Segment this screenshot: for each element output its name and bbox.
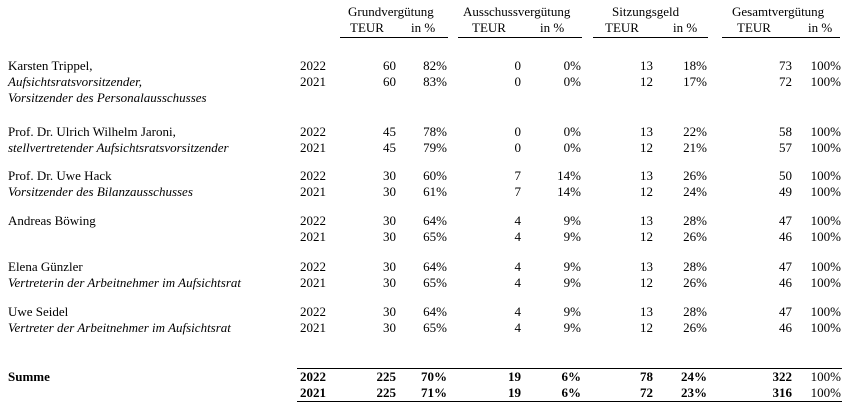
member-row-sitz: 12 (640, 275, 653, 290)
member-row-ges-pct: 100% (810, 213, 841, 228)
member-row-year: 2022 (300, 304, 326, 319)
member-role: Vertreter der Arbeitnehmer im Aufsichtsrat (8, 320, 231, 335)
member-row-aus-pct: 9% (563, 213, 581, 228)
member-row-ges-pct: 100% (810, 320, 841, 335)
total-grund: 225 (376, 369, 396, 384)
member-row-ges-pct: 100% (810, 140, 841, 155)
unit-teur-grund: TEUR (350, 20, 384, 35)
member-name: Karsten Trippel, (8, 58, 93, 73)
unit-teur-ges: TEUR (737, 20, 771, 35)
member-row-grund: 30 (383, 168, 396, 183)
member-row-grund: 30 (383, 229, 396, 244)
member-row-ges-pct: 100% (810, 168, 841, 183)
member-row-grund-pct: 61% (423, 184, 447, 199)
member-row-sitz: 13 (640, 168, 653, 183)
member-row-ges-pct: 100% (810, 74, 841, 89)
member-row-sitz: 12 (640, 229, 653, 244)
member-row-aus: 4 (514, 213, 521, 228)
member-role: Vorsitzender des Personalausschusses (8, 90, 207, 105)
unit-teur-sitz: TEUR (605, 20, 639, 35)
member-row-sitz-pct: 18% (683, 58, 707, 73)
member-row-sitz-pct: 26% (683, 168, 707, 183)
member-row-ges: 73 (779, 58, 792, 73)
total-ges-pct: 100% (810, 385, 841, 400)
member-row-aus-pct: 0% (563, 140, 581, 155)
header-ausschussverguetung: Ausschussvergütung (463, 4, 571, 19)
header-rule-grund (340, 37, 448, 38)
member-row-year: 2022 (300, 259, 326, 274)
member-row-ges: 46 (779, 229, 792, 244)
member-row-grund: 30 (383, 213, 396, 228)
total-year: 2022 (300, 369, 326, 384)
member-row-sitz: 13 (640, 124, 653, 139)
member-name: Uwe Seidel (8, 304, 69, 319)
member-row-sitz: 13 (640, 58, 653, 73)
member-row-grund-pct: 64% (423, 213, 447, 228)
member-row-aus: 4 (514, 229, 521, 244)
member-row-aus-pct: 9% (563, 304, 581, 319)
member-role: Aufsichtsratsvorsitzender, (8, 74, 142, 89)
member-row-ges: 46 (779, 275, 792, 290)
member-row-grund-pct: 83% (423, 74, 447, 89)
member-role: Vertreterin der Arbeitnehmer im Aufsichtsrat (8, 275, 242, 290)
member-row-ges-pct: 100% (810, 124, 841, 139)
member-row-ges: 72 (779, 74, 792, 89)
member-name: Prof. Dr. Ulrich Wilhelm Jaroni, (8, 124, 176, 139)
member-row-aus-pct: 0% (563, 74, 581, 89)
member-row-grund-pct: 64% (423, 259, 447, 274)
member-row-ges-pct: 100% (810, 184, 841, 199)
member-row-grund-pct: 82% (423, 58, 447, 73)
total-aus-pct: 6% (561, 385, 581, 400)
member-row-ges-pct: 100% (810, 229, 841, 244)
member-row-sitz: 13 (640, 213, 653, 228)
member-row-sitz-pct: 28% (683, 304, 707, 319)
member-row-grund: 30 (383, 259, 396, 274)
member-row-aus: 4 (514, 304, 521, 319)
member-row-ges: 50 (779, 168, 792, 183)
member-row-ges-pct: 100% (810, 275, 841, 290)
member-row-ges: 47 (779, 304, 792, 319)
total-sitz-pct: 24% (681, 369, 707, 384)
member-row-grund-pct: 65% (423, 320, 447, 335)
member-row-sitz-pct: 26% (683, 320, 707, 335)
member-row-aus-pct: 9% (563, 259, 581, 274)
member-row-aus-pct: 9% (563, 275, 581, 290)
member-row-aus-pct: 14% (557, 168, 581, 183)
member-row-sitz: 12 (640, 140, 653, 155)
member-row-grund-pct: 65% (423, 229, 447, 244)
member-row-grund: 30 (383, 184, 396, 199)
member-role: stellvertretender Aufsichtsratsvorsitzender (8, 140, 229, 155)
member-row-grund: 60 (383, 74, 396, 89)
unit-pct-ges: in % (808, 20, 833, 35)
unit-pct-sitz: in % (673, 20, 698, 35)
total-aus: 19 (508, 385, 521, 400)
header-sitzungsgeld: Sitzungsgeld (612, 4, 680, 19)
member-row-grund: 45 (383, 124, 396, 139)
member-row-sitz-pct: 22% (683, 124, 707, 139)
member-row-aus: 0 (514, 140, 521, 155)
member-row-aus-pct: 9% (563, 320, 581, 335)
member-row-ges: 47 (779, 213, 792, 228)
member-row-grund: 30 (383, 275, 396, 290)
member-row-aus: 7 (514, 168, 521, 183)
member-row-aus-pct: 0% (563, 124, 581, 139)
total-grund-pct: 70% (421, 369, 447, 384)
member-row-year: 2021 (300, 74, 326, 89)
total-ges-pct: 100% (810, 369, 841, 384)
member-name: Prof. Dr. Uwe Hack (8, 168, 112, 183)
member-row-aus-pct: 14% (557, 184, 581, 199)
member-row-sitz-pct: 24% (683, 184, 707, 199)
member-row-sitz-pct: 21% (683, 140, 707, 155)
member-row-grund: 45 (383, 140, 396, 155)
member-row-year: 2021 (300, 140, 326, 155)
member-row-sitz-pct: 17% (683, 74, 707, 89)
member-name: Andreas Böwing (8, 213, 96, 228)
member-row-sitz-pct: 28% (683, 213, 707, 228)
member-row-year: 2022 (300, 213, 326, 228)
member-row-ges: 57 (779, 140, 792, 155)
header-grundverguetung: Grundvergütung (348, 4, 434, 19)
member-row-grund-pct: 64% (423, 304, 447, 319)
member-row-ges-pct: 100% (810, 259, 841, 274)
member-row-ges-pct: 100% (810, 304, 841, 319)
member-row-grund: 30 (383, 320, 396, 335)
unit-pct-aus: in % (540, 20, 565, 35)
total-sitz-pct: 23% (681, 385, 707, 400)
member-row-sitz: 12 (640, 320, 653, 335)
member-row-aus: 0 (514, 124, 521, 139)
member-row-sitz: 12 (640, 74, 653, 89)
member-name: Elena Günzler (8, 259, 83, 274)
member-role: Vorsitzender des Bilanzausschusses (8, 184, 193, 199)
member-row-aus-pct: 0% (563, 58, 581, 73)
header-rule-sitz (593, 37, 708, 38)
total-label: Summe (8, 369, 50, 384)
total-top-rule (297, 368, 842, 369)
member-row-grund-pct: 78% (423, 124, 447, 139)
member-row-year: 2022 (300, 124, 326, 139)
member-row-sitz-pct: 26% (683, 229, 707, 244)
member-row-ges: 47 (779, 259, 792, 274)
member-row-grund: 30 (383, 304, 396, 319)
member-row-aus: 4 (514, 320, 521, 335)
member-row-sitz: 13 (640, 259, 653, 274)
header-gesamtverguetung: Gesamtvergütung (732, 4, 825, 19)
total-bottom-rule (297, 401, 842, 402)
unit-teur-aus: TEUR (472, 20, 506, 35)
header-rule-ges (722, 37, 840, 38)
total-year: 2021 (300, 385, 326, 400)
total-sitz: 78 (640, 369, 653, 384)
member-row-year: 2021 (300, 320, 326, 335)
total-grund: 225 (376, 385, 396, 400)
member-row-aus: 7 (514, 184, 521, 199)
member-row-aus: 0 (514, 74, 521, 89)
member-row-ges: 46 (779, 320, 792, 335)
member-row-grund-pct: 79% (423, 140, 447, 155)
member-row-ges-pct: 100% (810, 58, 841, 73)
member-row-aus: 4 (514, 275, 521, 290)
member-row-grund: 60 (383, 58, 396, 73)
total-aus: 19 (508, 369, 521, 384)
total-grund-pct: 71% (421, 385, 447, 400)
member-row-sitz: 13 (640, 304, 653, 319)
member-row-sitz-pct: 26% (683, 275, 707, 290)
member-row-aus-pct: 9% (563, 229, 581, 244)
member-row-year: 2021 (300, 229, 326, 244)
header-rule-aus (458, 37, 582, 38)
member-row-grund-pct: 60% (423, 168, 447, 183)
total-ges: 322 (772, 369, 792, 384)
member-row-year: 2022 (300, 58, 326, 73)
total-ges: 316 (772, 385, 792, 400)
member-row-ges: 49 (779, 184, 792, 199)
member-row-grund-pct: 65% (423, 275, 447, 290)
total-aus-pct: 6% (561, 369, 581, 384)
member-row-year: 2022 (300, 168, 326, 183)
total-sitz: 72 (640, 385, 653, 400)
member-row-sitz: 12 (640, 184, 653, 199)
member-row-aus: 4 (514, 259, 521, 274)
member-row-ges: 58 (779, 124, 792, 139)
member-row-year: 2021 (300, 184, 326, 199)
unit-pct-grund: in % (411, 20, 436, 35)
member-row-aus: 0 (514, 58, 521, 73)
member-row-sitz-pct: 28% (683, 259, 707, 274)
member-row-year: 2021 (300, 275, 326, 290)
